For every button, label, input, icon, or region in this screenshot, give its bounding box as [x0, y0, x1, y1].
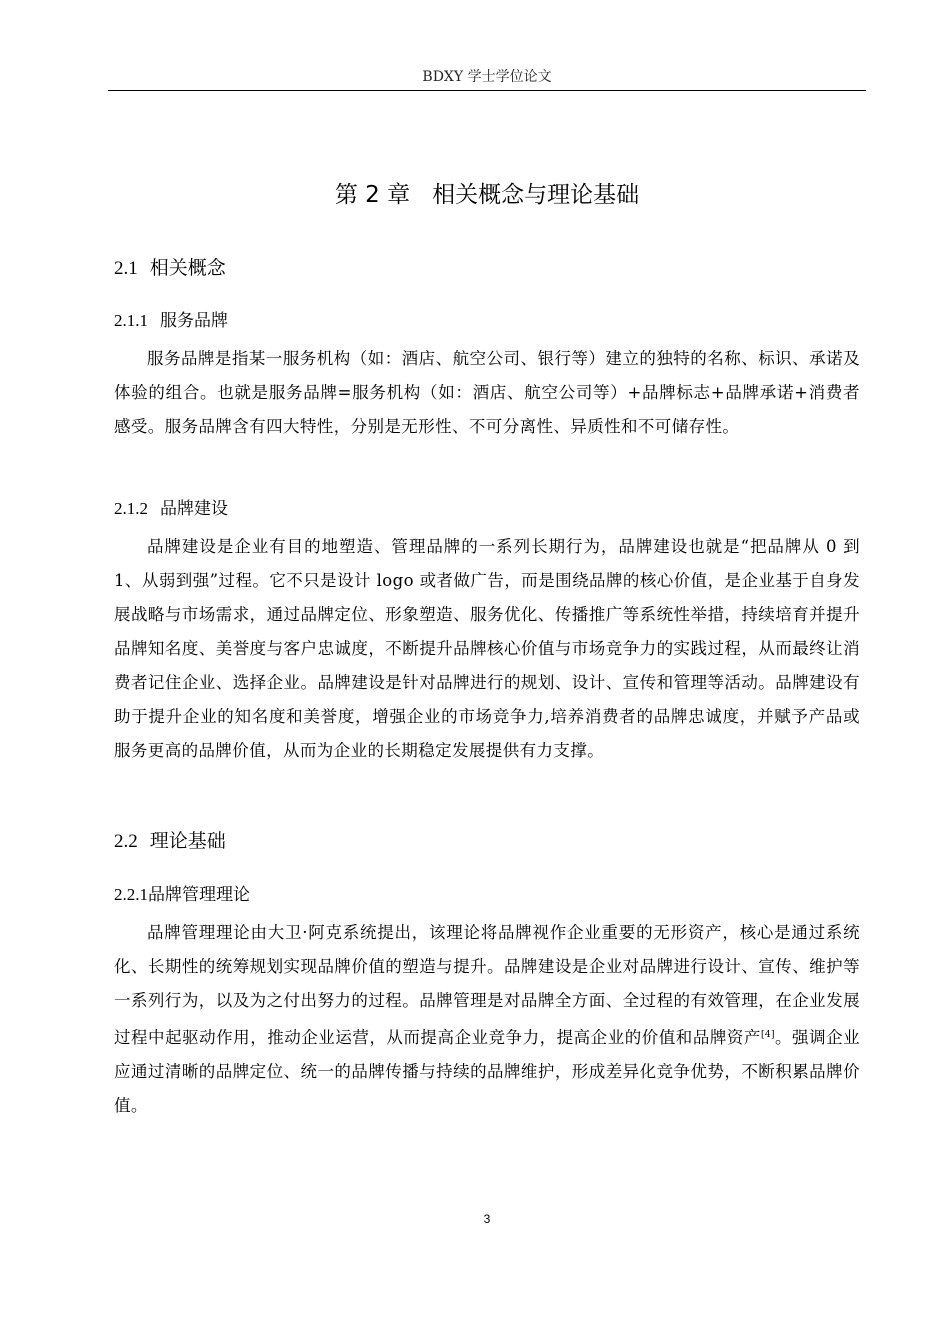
paragraph-service-brand: 服务品牌是指某一服务机构（如：酒店、航空公司、银行等）建立的独特的名称、标识、承诺及体验的组合。也就是服务品牌=服务机构（如：酒店、航空公司等）+品牌标志+品牌承诺+消费者感受。服务品牌含有四大特性，分别是无形性、不可分离性、异质性和不可储存性。 — [114, 349, 860, 436]
subsection-heading-2-2-1 — [114, 880, 250, 905]
section-heading-2-1 — [114, 253, 226, 280]
subsection-number: 2.1.2 — [114, 499, 148, 518]
section-heading-2-2 — [114, 826, 226, 853]
paragraph-text: 。强调企业应通过清晰的品牌定位、统一的品牌传播与持续的品牌维护，形成差异化竞争优势，不断积累品牌价值。 — [114, 1028, 861, 1115]
page-number: 3 — [483, 1212, 491, 1226]
header-rule — [108, 90, 866, 91]
chapter-number: 第 2 章 — [334, 182, 411, 208]
running-header: BDXY 学士学位论文 — [422, 69, 552, 85]
subsection-title: 品牌管理理论 — [148, 885, 250, 905]
chapter-title — [108, 176, 866, 209]
paragraph-brand-management-theory — [114, 916, 860, 1123]
subsection-number: 2.1.1 — [114, 311, 148, 330]
chapter-name: 相关概念与理论基础 — [432, 182, 640, 208]
subsection-title: 品牌建设 — [160, 499, 228, 519]
subsection-title: 服务品牌 — [160, 311, 228, 331]
subsection-heading-2-1-1 — [114, 306, 228, 331]
paragraph-text: 品牌管理理论由大卫·阿克系统提出，该理论将品牌视作企业重要的无形资产，核心是通过系统化、长期性的统筹规划实现品牌价值的塑造与提升。品牌建设是企业对品牌进行设计、宣传、维护等一系列行为，以及为之付出努力的过程。品牌管理是对品牌全方面、全过程的有效管理，在企业发展过程中起驱动作用，推动企业运营，从而提高企业竞争力，提高企业的价值和品牌资产 — [114, 923, 860, 1047]
subsection-number: 2.2.1 — [114, 885, 148, 904]
paragraph-brand-building: 品牌建设是企业有目的地塑造、管理品牌的一系列长期行为，品牌建设也就是“把品牌从 0 到 1、从弱到强”过程。它不只是设计 logo 或者做广告，而是围绕品牌的核心价值，是企业基于自身发展战略与市场需求，通过品牌定位、形象塑造、服务优化、传播推广等系统性举措，持续培育并提升品牌知名度、美誉度与客户忠诚度，不断提升品牌核心价值与市场竞争力的实践过程，从而最终让消费者记住企业、选择企业。品牌建设是针对品牌进行的规划、设计、宣传和管理等活动。品牌建设有助于提升企业的知名度和美誉度，增强企业的市场竞争力,培养消费者的品牌忠诚度，并赋予产品或服务更高的品牌价值，从而为企业的长期稳定发展提供有力支撑。 — [114, 537, 860, 760]
section-title: 理论基础 — [149, 830, 226, 852]
subsection-heading-2-1-2 — [114, 494, 228, 519]
citation-reference[interactable]: [4] — [760, 1030, 775, 1040]
section-number: 2.2 — [114, 831, 138, 852]
section-number: 2.1 — [114, 258, 138, 279]
section-title: 相关概念 — [149, 257, 226, 279]
